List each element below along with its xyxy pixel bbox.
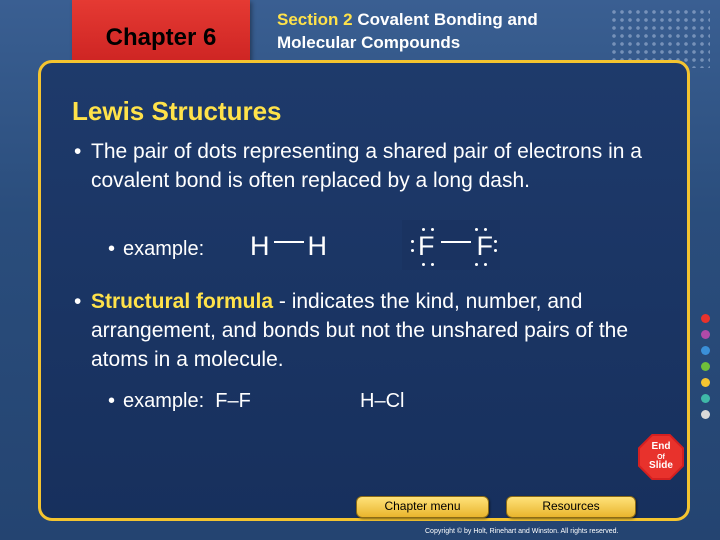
copyright-text: Copyright © by Holt, Rinehart and Winston. All rights reserved. [425, 528, 619, 535]
atom-h-left: H [250, 231, 270, 261]
bullet-text: The pair of dots representing a shared pair of electrons in a covalent bond is often replaced by a long dash. [91, 140, 642, 192]
sub-bullet-example-2 [108, 390, 251, 413]
example-label: example: [123, 390, 205, 412]
bullet-lewis-dash [74, 137, 651, 195]
decorative-dot-grid [610, 8, 710, 68]
bullet-text: - indicates the kind, number, and arrangement, and bonds but not the unshared pairs of the atoms in a molecule. [91, 290, 629, 371]
atom-h-right: H [307, 231, 327, 261]
bullet-dot: • [108, 238, 116, 260]
section-title [277, 8, 617, 54]
bullet-structural-formula [74, 287, 681, 374]
decorative-side-dots [701, 314, 713, 426]
h2-lewis-structure [250, 231, 327, 262]
example-label: example: [123, 238, 205, 260]
section-number: Section 2 [277, 10, 353, 29]
section-title-line1: Covalent Bonding and [357, 10, 538, 29]
term-structural-formula: Structural formula [91, 290, 274, 313]
slide-heading: Lewis Structures [72, 96, 282, 126]
section-title-line2: Molecular Compounds [277, 33, 461, 52]
resources-button[interactable]: Resources [506, 496, 636, 518]
formula-f2: F–F [215, 390, 251, 412]
bullet-dot: • [74, 290, 82, 313]
chapter-label: Chapter 6 [105, 24, 217, 51]
end-of-slide-button[interactable]: End Of Slide [638, 434, 684, 480]
atom-f-right: F [476, 231, 493, 261]
single-bond-dash [274, 241, 304, 243]
f2-lewis-structure [418, 231, 493, 262]
single-bond-dash [441, 241, 471, 243]
sub-bullet-example-1 [108, 238, 204, 261]
formula-hcl: H–Cl [360, 390, 405, 412]
bullet-dot: • [74, 140, 82, 163]
atom-f-left: F [418, 231, 435, 261]
bullet-dot: • [108, 390, 116, 412]
chapter-menu-button[interactable]: Chapter menu [356, 496, 489, 518]
